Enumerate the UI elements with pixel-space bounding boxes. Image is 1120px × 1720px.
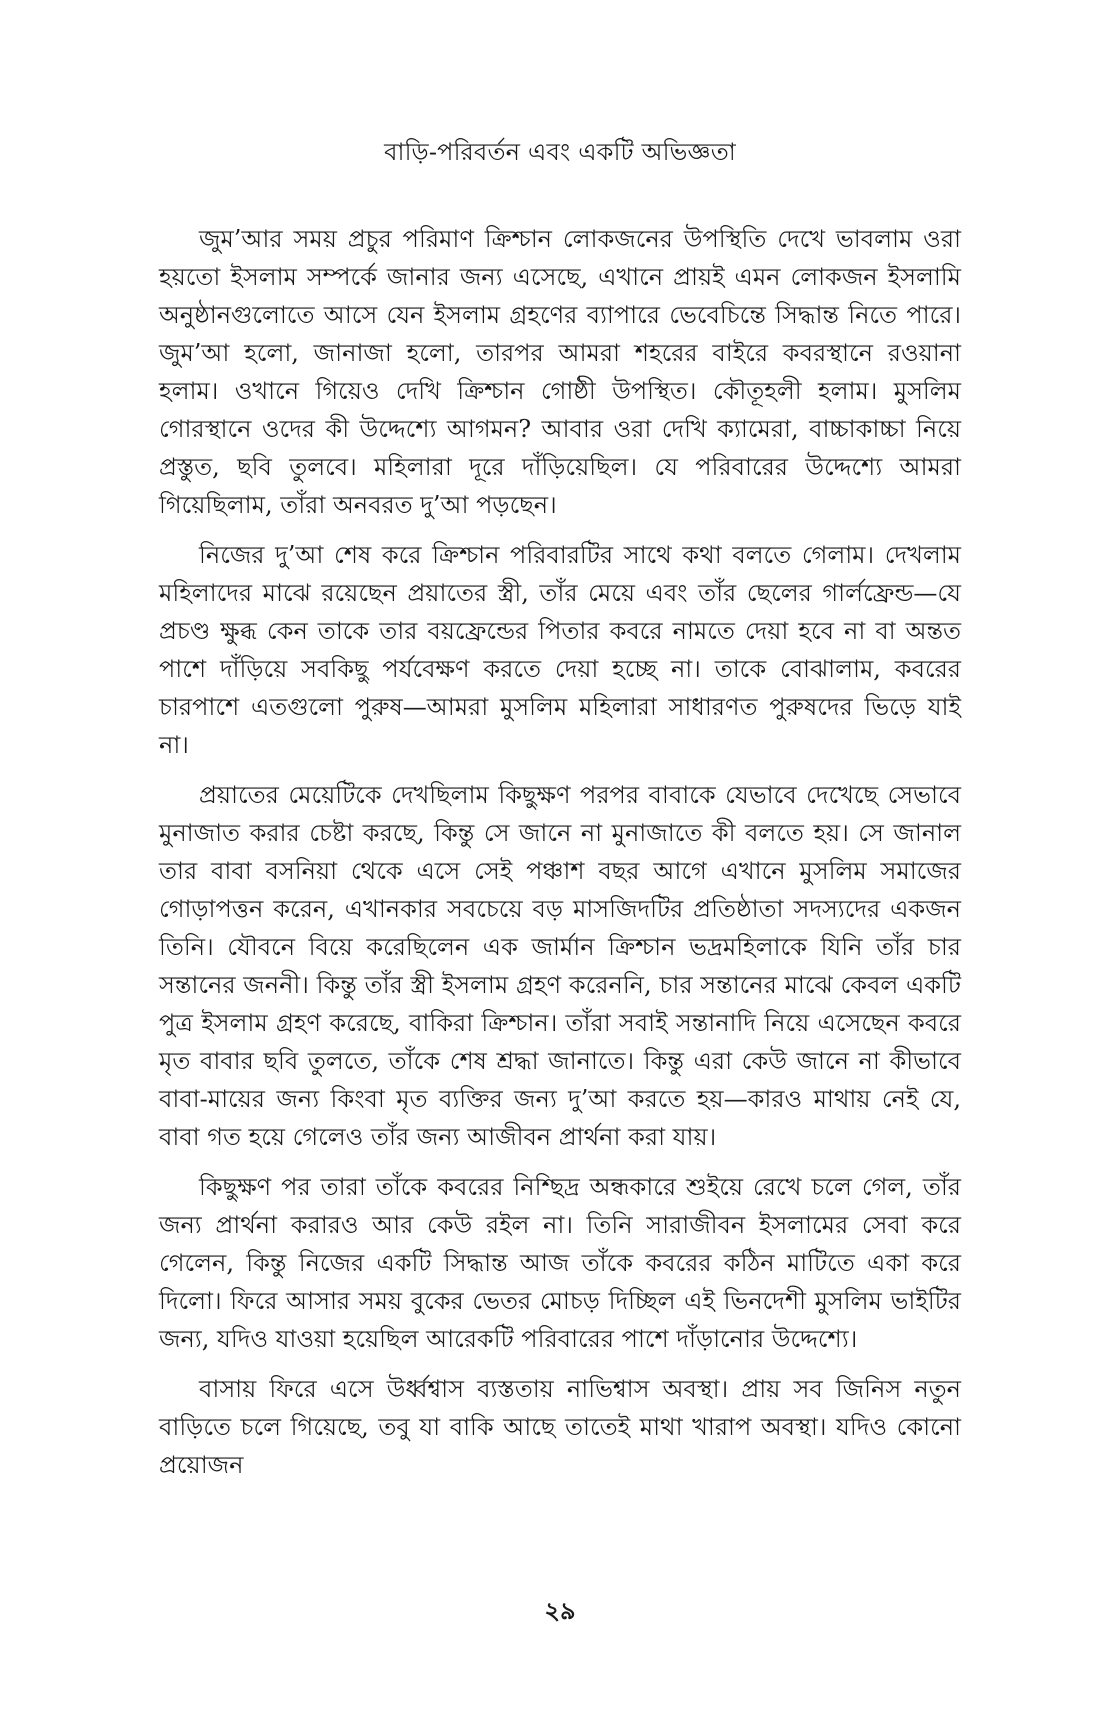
page-number: ২৯ [544,1596,576,1625]
paragraph: কিছুক্ষণ পর তারা তাঁকে কবরের নিশ্ছিদ্র অন্ধকারে শুইয়ে রেখে চলে গেল, তাঁর জন্য প্রার্থনা করারও আর কেউ রইল না। তিনি সারাজীবন ইসলামের সেবা করে গেলেন, কিন্তু নিজের একটি সিদ্ধান্ত আজ তাঁকে কবরের কঠিন মাটিতে একা করে দিলো। ফিরে আসার সময় বুকের ভেতর মোচড় দিচ্ছিল এই ভিনদেশী মুসলিম ভাইটির জন্য, যদিও যাওয়া হয়েছিল আরেকটি পরিবারের পাশে দাঁড়ানোর উদ্দেশ্যে। [159,1173,961,1353]
body-text [159,220,961,1496]
paragraph: নিজের দু’আ শেষ করে ক্রিশ্চান পরিবারটির সাথে কথা বলতে গেলাম। দেখলাম মহিলাদের মাঝে রয়েছেন প্রয়াতের স্ত্রী, তাঁর মেয়ে এবং তাঁর ছেলের গার্লফ্রেন্ড—যে প্রচণ্ড ক্ষুব্ধ কেন তাকে তার বয়ফ্রেন্ডের পিতার কবরে নামতে দেয়া হবে না বা অন্তত পাশে দাঁড়িয়ে সবকিছু পর্যবেক্ষণ করতে দেয়া হচ্ছে না। তাকে বোঝালাম, কবরের চারপাশে এতগুলো পুরুষ—আমরা মুসলিম মহিলারা সাধারণত পুরুষদের ভিড়ে যাই না। [159,541,961,759]
paragraph: প্রয়াতের মেয়েটিকে দেখছিলাম কিছুক্ষণ পরপর বাবাকে যেভাবে দেখেছে সেভাবে মুনাজাত করার চেষ্টা করছে, কিন্তু সে জানে না মুনাজাতে কী বলতে হয়। সে জানাল তার বাবা বসনিয়া থেকে এসে সেই পঞ্চাশ বছর আগে এখানে মুসলিম সমাজের গোড়াপত্তন করেন, এখানকার সবচেয়ে বড় মাসজিদটির প্রতিষ্ঠাতা সদস্যদের একজন তিনি। যৌবনে বিয়ে করেছিলেন এক জার্মান ক্রিশ্চান ভদ্রমহিলাকে যিনি তাঁর চার সন্তানের জননী। কিন্তু তাঁর স্ত্রী ইসলাম গ্রহণ করেননি, চার সন্তানের মাঝে কেবল একটি পুত্র ইসলাম গ্রহণ করেছে, বাকিরা ক্রিশ্চান। তাঁরা সবাই সন্তানাদি নিয়ে এসেছেন কবরে মৃত বাবার ছবি তুলতে, তাঁকে শেষ শ্রদ্ধা জানাতে। কিন্তু এরা কেউ জানে না কীভাবে বাবা-মায়ের জন্য কিংবা মৃত ব্যক্তির জন্য দু’আ করতে হয়—কারও মাথায় নেই যে, বাবা গত হয়ে গেলেও তাঁর জন্য আজীবন প্রার্থনা করা যায়। [159,781,961,1151]
running-head: বাড়ি-পরিবর্তন এবং একটি অভিজ্ঞতা [384,138,736,166]
paragraph: জুম’আর সময় প্রচুর পরিমাণ ক্রিশ্চান লোকজনের উপস্থিতি দেখে ভাবলাম ওরা হয়তো ইসলাম সম্পর্কে জানার জন্য এসেছে, এখানে প্রায়ই এমন লোকজন ইসলামি অনুষ্ঠানগুলোতে আসে যেন ইসলাম গ্রহণের ব্যাপারে ভেবেচিন্তে সিদ্ধান্ত নিতে পারে। জুম’আ হলো, জানাজা হলো, তারপর আমরা শহরের বাইরে কবরস্থানে রওয়ানা হলাম। ওখানে গিয়েও দেখি ক্রিশ্চান গোষ্ঠী উপস্থিত। কৌতূহলী হলাম। মুসলিম গোরস্থানে ওদের কী উদ্দেশ্যে আগমন? আবার ওরা দেখি ক্যামেরা, বাচ্চাকাচ্চা নিয়ে প্রস্তুত, ছবি তুলবে। মহিলারা দূরে দাঁড়িয়েছিল। যে পরিবারের উদ্দেশ্যে আমরা গিয়েছিলাম, তাঁরা অনবরত দু’আ পড়ছেন। [159,225,961,519]
paragraph: বাসায় ফিরে এসে উর্ধ্বশ্বাস ব্যস্ততায় নাভিশ্বাস অবস্থা। প্রায় সব জিনিস নতুন বাড়িতে চলে গিয়েছে, তবু যা বাকি আছে তাতেই মাথা খারাপ অবস্থা। যদিও কোনো প্রয়োজন [159,1375,961,1479]
